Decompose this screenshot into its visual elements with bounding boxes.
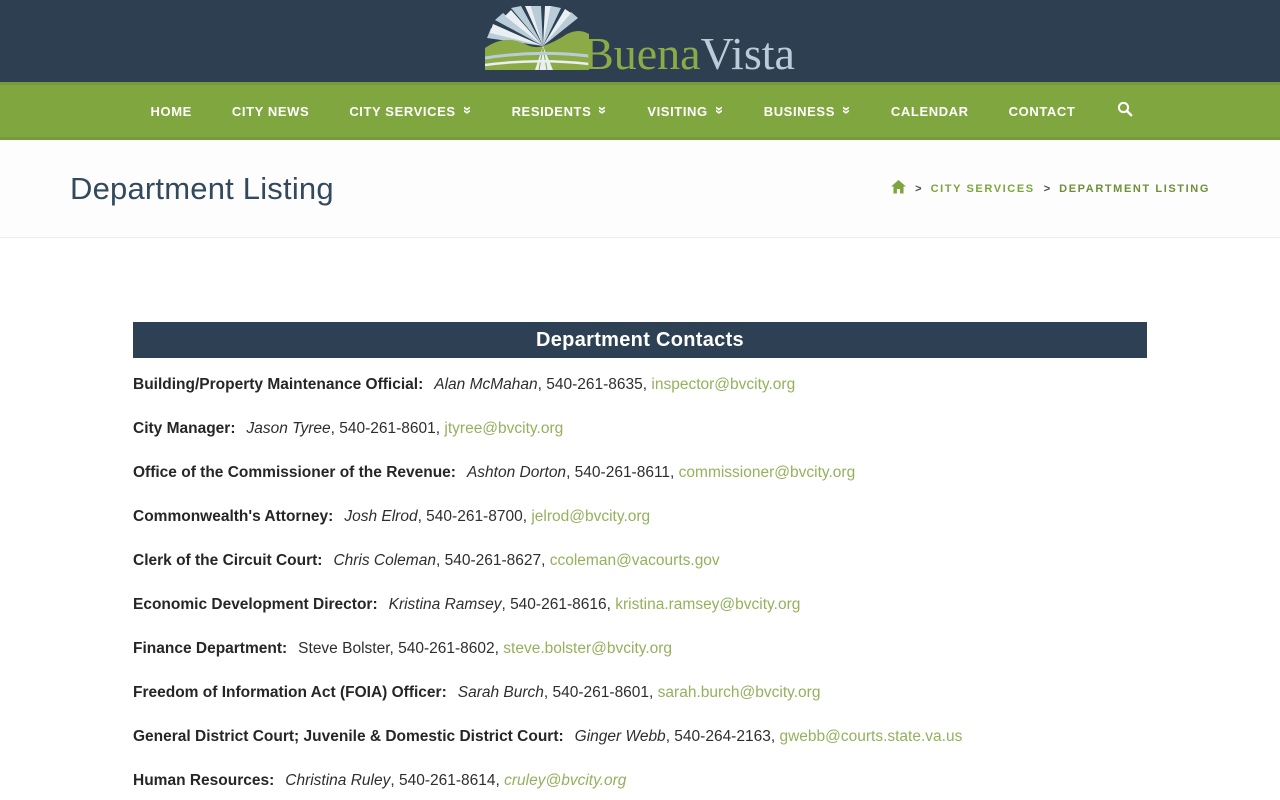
chevron-down-icon: » — [710, 105, 728, 115]
nav-item-label: CONTACT — [1008, 103, 1076, 119]
contact-row — [133, 727, 1147, 746]
contact-person-name: Christina Ruley — [285, 772, 391, 789]
contact-department-label: Building/Property Maintenance Official: — [133, 376, 424, 393]
contact-person-name: Kristina Ramsey — [388, 596, 502, 613]
contact-person-name: Chris Coleman — [333, 552, 436, 569]
contact-email-link[interactable]: commissioner@bvcity.org — [678, 464, 856, 481]
contact-department-label: Economic Development Director: — [133, 596, 378, 613]
nav-item-label: CALENDAR — [890, 103, 969, 119]
contact-department-label: Freedom of Information Act (FOIA) Officer: — [133, 684, 447, 701]
contact-department-label: Human Resources: — [133, 772, 275, 789]
contact-row — [133, 683, 1147, 702]
contact-person-name: Alan McMahan — [434, 376, 538, 393]
contact-department-label: Office of the Commissioner of the Revenue: — [133, 464, 456, 481]
contact-phone: , 540-261-8616, — [501, 596, 616, 613]
contact-phone: , 540-261-8635, — [537, 376, 652, 393]
contact-person-name: Sarah Burch — [457, 684, 544, 701]
nav-item-calendar[interactable] — [871, 104, 989, 119]
search-icon — [1117, 101, 1133, 122]
page-title-band — [0, 140, 1280, 238]
logo-text-buena: Buena — [583, 27, 701, 79]
nav-item-label: BUSINESS — [763, 103, 835, 119]
nav-item-residents[interactable] — [492, 104, 628, 119]
home-icon — [891, 185, 906, 197]
nav-item-visiting[interactable] — [627, 104, 743, 119]
contact-row — [133, 463, 1147, 482]
contact-department-label: City Manager: — [133, 420, 236, 437]
page-title: Department Listing — [70, 170, 334, 206]
contact-email-link[interactable]: jelrod@bvcity.org — [531, 508, 651, 525]
contact-email-link[interactable]: steve.bolster@bvcity.org — [503, 640, 673, 657]
nav-item-label: VISITING — [647, 103, 708, 119]
nav-item-city-news[interactable] — [212, 104, 329, 119]
contact-email-link[interactable]: cruley@bvcity.org — [504, 772, 627, 789]
nav-item-contact[interactable] — [989, 104, 1096, 119]
contact-department-label: Clerk of the Circuit Court: — [133, 552, 323, 569]
chevron-down-icon: » — [458, 105, 476, 115]
nav-item-home[interactable] — [131, 104, 212, 119]
breadcrumb-home-link[interactable] — [891, 180, 906, 197]
contact-row — [133, 551, 1147, 570]
contact-email-link[interactable]: sarah.burch@bvcity.org — [657, 684, 821, 701]
chevron-down-icon: » — [837, 105, 855, 115]
nav-item-business[interactable] — [744, 104, 871, 119]
contact-person-name: Steve Bolster — [298, 640, 390, 657]
contact-row — [133, 639, 1147, 658]
contact-email-link[interactable]: ccoleman@vacourts.gov — [549, 552, 720, 569]
breadcrumb-separator: > — [1043, 182, 1051, 195]
contact-row — [133, 375, 1147, 394]
nav-item-label: CITY NEWS — [231, 103, 310, 119]
contacts-heading-banner: Department Contacts — [133, 322, 1147, 358]
contact-phone: , 540-261-8601, — [543, 684, 658, 701]
main-nav — [0, 82, 1280, 140]
breadcrumb-current-page: DEPARTMENT LISTING — [1059, 182, 1210, 195]
nav-item-label: CITY SERVICES — [349, 103, 456, 119]
contact-person-name: Ginger Webb — [574, 728, 666, 745]
contact-department-label: Finance Department: — [133, 640, 288, 657]
site-logo[interactable] — [485, 6, 795, 77]
nav-item-label: HOME — [150, 103, 192, 119]
logo-text — [583, 27, 795, 79]
breadcrumb-city-services-link[interactable]: CITY SERVICES — [930, 182, 1035, 195]
contact-person-name: Josh Elrod — [344, 508, 418, 525]
contact-department-label: General District Court; Juvenile & Domestic District Court: — [133, 728, 564, 745]
contact-email-link[interactable]: jtyree@bvcity.org — [444, 420, 564, 437]
contact-person-name: Ashton Dorton — [466, 464, 567, 481]
contact-phone: , 540-261-8700, — [417, 508, 532, 525]
breadcrumb-separator: > — [915, 182, 922, 195]
site-header — [0, 0, 1280, 82]
contact-phone: , 540-261-8614, — [390, 772, 505, 789]
nav-item-label: RESIDENTS — [511, 103, 592, 119]
contact-phone: , 540-261-8602, — [389, 640, 504, 657]
chevron-down-icon: » — [594, 105, 612, 115]
sunrise-landscape-icon — [485, 6, 589, 75]
contact-phone: , 540-261-8627, — [435, 552, 550, 569]
contact-phone: , 540-261-8611, — [566, 464, 679, 481]
contact-row — [133, 771, 1147, 790]
main-content — [0, 238, 1280, 790]
contact-person-name: Jason Tyree — [246, 420, 331, 437]
contact-row — [133, 419, 1147, 438]
contacts-list — [133, 375, 1147, 790]
contact-email-link[interactable]: gwebb@courts.state.va.us — [779, 728, 963, 745]
contact-phone: , 540-261-8601, — [330, 420, 445, 437]
contact-email-link[interactable]: kristina.ramsey@bvcity.org — [615, 596, 801, 613]
nav-item-city-services[interactable] — [329, 104, 491, 119]
contact-department-label: Commonwealth's Attorney: — [133, 508, 334, 525]
contact-row — [133, 595, 1147, 614]
contact-phone: , 540-264-2163, — [665, 728, 780, 745]
logo-text-vista: Vista — [700, 27, 795, 79]
breadcrumb — [891, 180, 1210, 197]
contact-row — [133, 507, 1147, 526]
contact-email-link[interactable]: inspector@bvcity.org — [651, 376, 796, 393]
nav-search-button[interactable] — [1095, 101, 1149, 122]
